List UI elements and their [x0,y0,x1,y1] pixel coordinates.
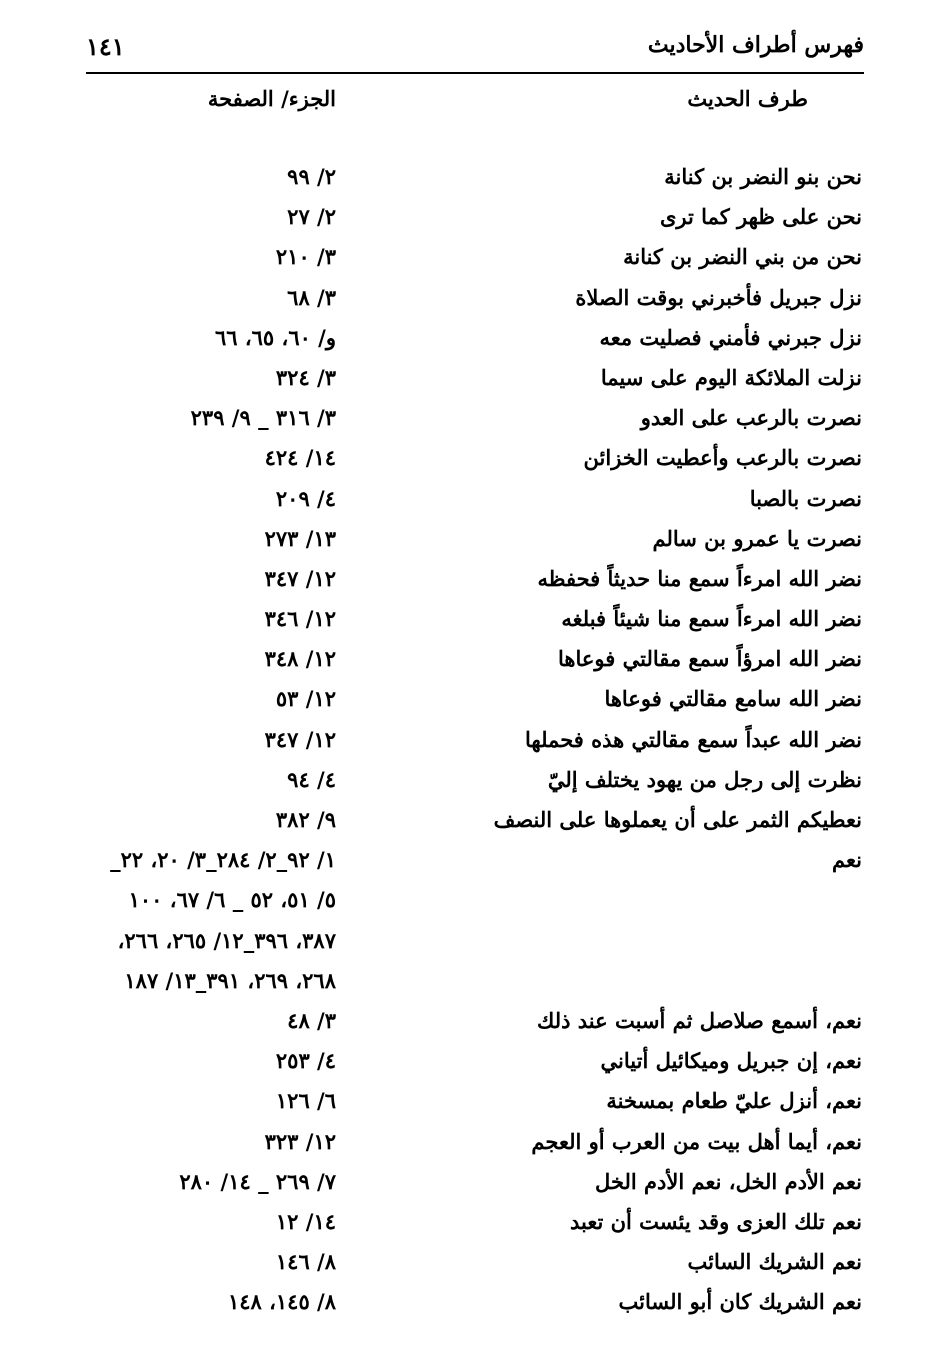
index-row [0,401,950,441]
index-row [0,240,950,280]
column-header-reference: الجزء/ الصفحة [207,86,336,111]
volume-page-ref: ٨/ ١٤٦ [275,1249,336,1275]
volume-page-ref: ١٣/ ٢٧٣ [264,525,336,551]
index-row [0,160,950,200]
index-row [0,281,950,321]
hadith-text: نزل جبرني فأمني فصليت معه [599,324,862,350]
index-row [0,1044,950,1084]
hadith-text: نضر الله سامع مقالتي فوعاها [604,686,862,712]
volume-page-ref: ٣/ ٣٢٤ [275,364,336,390]
index-row [0,321,950,361]
index-entries [0,160,950,1325]
hadith-text: نعطيكم الثمر على أن يعملوها على النصف [493,807,862,832]
index-row [0,803,950,843]
index-row [0,843,950,883]
hadith-text: نعم، أيما أهل بيت من العرب أو العجم [531,1128,862,1154]
hadith-text: نحن بنو النضر بن كنانة [664,164,862,189]
hadith-text: نضر الله امرءاً سمع منا حديثاً فحفظه [537,565,862,591]
index-row [0,441,950,481]
volume-page-ref: ٣٨٧، ٣٩٦_١٢/ ٢٦٥، ٢٦٦، [117,927,336,953]
index-row [0,361,950,401]
volume-page-ref: ٨/ ١٤٥، ١٤٨ [227,1289,336,1315]
hadith-text: نظرت إلى رجل من يهود يختلف إليّ [547,766,862,792]
index-row [0,602,950,642]
volume-page-ref: و/ ٦٠، ٦٥، ٦٦ [215,324,336,350]
volume-page-ref: ١٤/ ٤٢٤ [264,445,336,471]
index-row [0,1245,950,1285]
index-row [0,200,950,240]
hadith-text: نعم، إن جبريل وميكائيل أتياني [600,1048,862,1074]
index-row [0,1004,950,1044]
volume-page-ref: ٧/ ٢٦٩ _ ١٤/ ٢٨٠ [179,1168,336,1194]
volume-page-ref: ١٢/ ٣٤٦ [264,606,336,632]
volume-page-ref: ١٢/ ٣٢٣ [264,1128,336,1154]
index-row [0,924,950,964]
hadith-text: نزل جبريل فأخبرني بوقت الصلاة [575,284,862,310]
hadith-text: نعم [832,847,862,873]
volume-page-ref: ١/ ٩٢_٢/ ٢٨٤_٣/ ٢٠، ٢٢_ [110,847,336,873]
hadith-text: نعم الأدم الخل، نعم الأدم الخل [595,1168,862,1194]
index-row [0,883,950,923]
volume-page-ref: ٢/ ٩٩ [287,164,336,189]
index-row [0,723,950,763]
hadith-text: نضر الله عبداً سمع مقالتي هذه فحملها [525,726,862,752]
index-row [0,964,950,1004]
index-row [0,1084,950,1124]
page-number: ١٤١ [86,32,125,61]
hadith-text: نعم تلك العزى وقد يئست أن تعبد [569,1208,862,1234]
hadith-text: نحن من بني النضر بن كنانة [623,244,862,270]
index-row [0,562,950,602]
hadith-text: نعم الشريك السائب [687,1249,862,1275]
index-row [0,522,950,562]
volume-page-ref: ٥/ ٥١، ٥٢ _ ٦/ ٦٧، ١٠٠ [128,887,336,913]
index-row [0,682,950,722]
volume-page-ref: ٤/ ٢٠٩ [275,485,336,511]
volume-page-ref: ٩/ ٣٨٢ [275,807,336,832]
index-row [0,642,950,682]
volume-page-ref: ١٢/ ٥٣ [275,686,336,712]
volume-page-ref: ٣/ ٤٨ [287,1007,336,1033]
hadith-text: نصرت بالرعب وأعطيت الخزائن [583,445,862,471]
hadith-text: نعم، أنزل عليّ طعام بمسخنة [606,1088,862,1114]
hadith-text: نضر الله امرءاً سمع منا شيئاً فبلغه [561,606,862,632]
hadith-text: نصرت بالرعب على العدو [640,405,862,431]
volume-page-ref: ١٢/ ٣٤٧ [264,726,336,752]
hadith-text: نضر الله امرؤاً سمع مقالتي فوعاها [558,646,862,672]
hadith-text: نعم الشريك كان أبو السائب [618,1289,862,1315]
index-row [0,1165,950,1205]
hadith-text: نصرت يا عمرو بن سالم [652,525,862,551]
volume-page-ref: ٤/ ٢٥٣ [275,1048,336,1074]
volume-page-ref: ١٢/ ٣٤٧ [264,565,336,591]
hadith-text: نعم، أسمع صلاصل ثم أسبت عند ذلك [537,1007,862,1033]
volume-page-ref: ٦/ ١٢٦ [275,1088,336,1114]
volume-page-ref: ١٢/ ٣٤٨ [264,646,336,672]
hadith-text: نحن على ظهر كما ترى [659,204,862,230]
hadith-text: نصرت بالصبا [749,485,862,511]
index-row [0,1125,950,1165]
volume-page-ref: ٢٦٨، ٢٦٩، ٣٩١_١٣/ ١٨٧ [124,967,336,993]
volume-page-ref: ٤/ ٩٤ [287,766,336,792]
volume-page-ref: ٣/ ٣١٦ _ ٩/ ٢٣٩ [190,405,336,431]
hadith-text: نزلت الملائكة اليوم على سيما [600,364,862,390]
index-row [0,763,950,803]
volume-page-ref: ١٤/ ١٢ [275,1208,336,1234]
column-header-hadith: طرف الحديث [687,86,808,111]
volume-page-ref: ٢/ ٢٧ [287,204,336,230]
volume-page-ref: ٣/ ٢١٠ [275,244,336,270]
page-header [86,28,864,74]
running-title: فهرس أطراف الأحاديث [647,32,864,58]
index-row [0,1205,950,1245]
index-row [0,482,950,522]
index-row [0,1285,950,1325]
volume-page-ref: ٣/ ٦٨ [287,284,336,310]
